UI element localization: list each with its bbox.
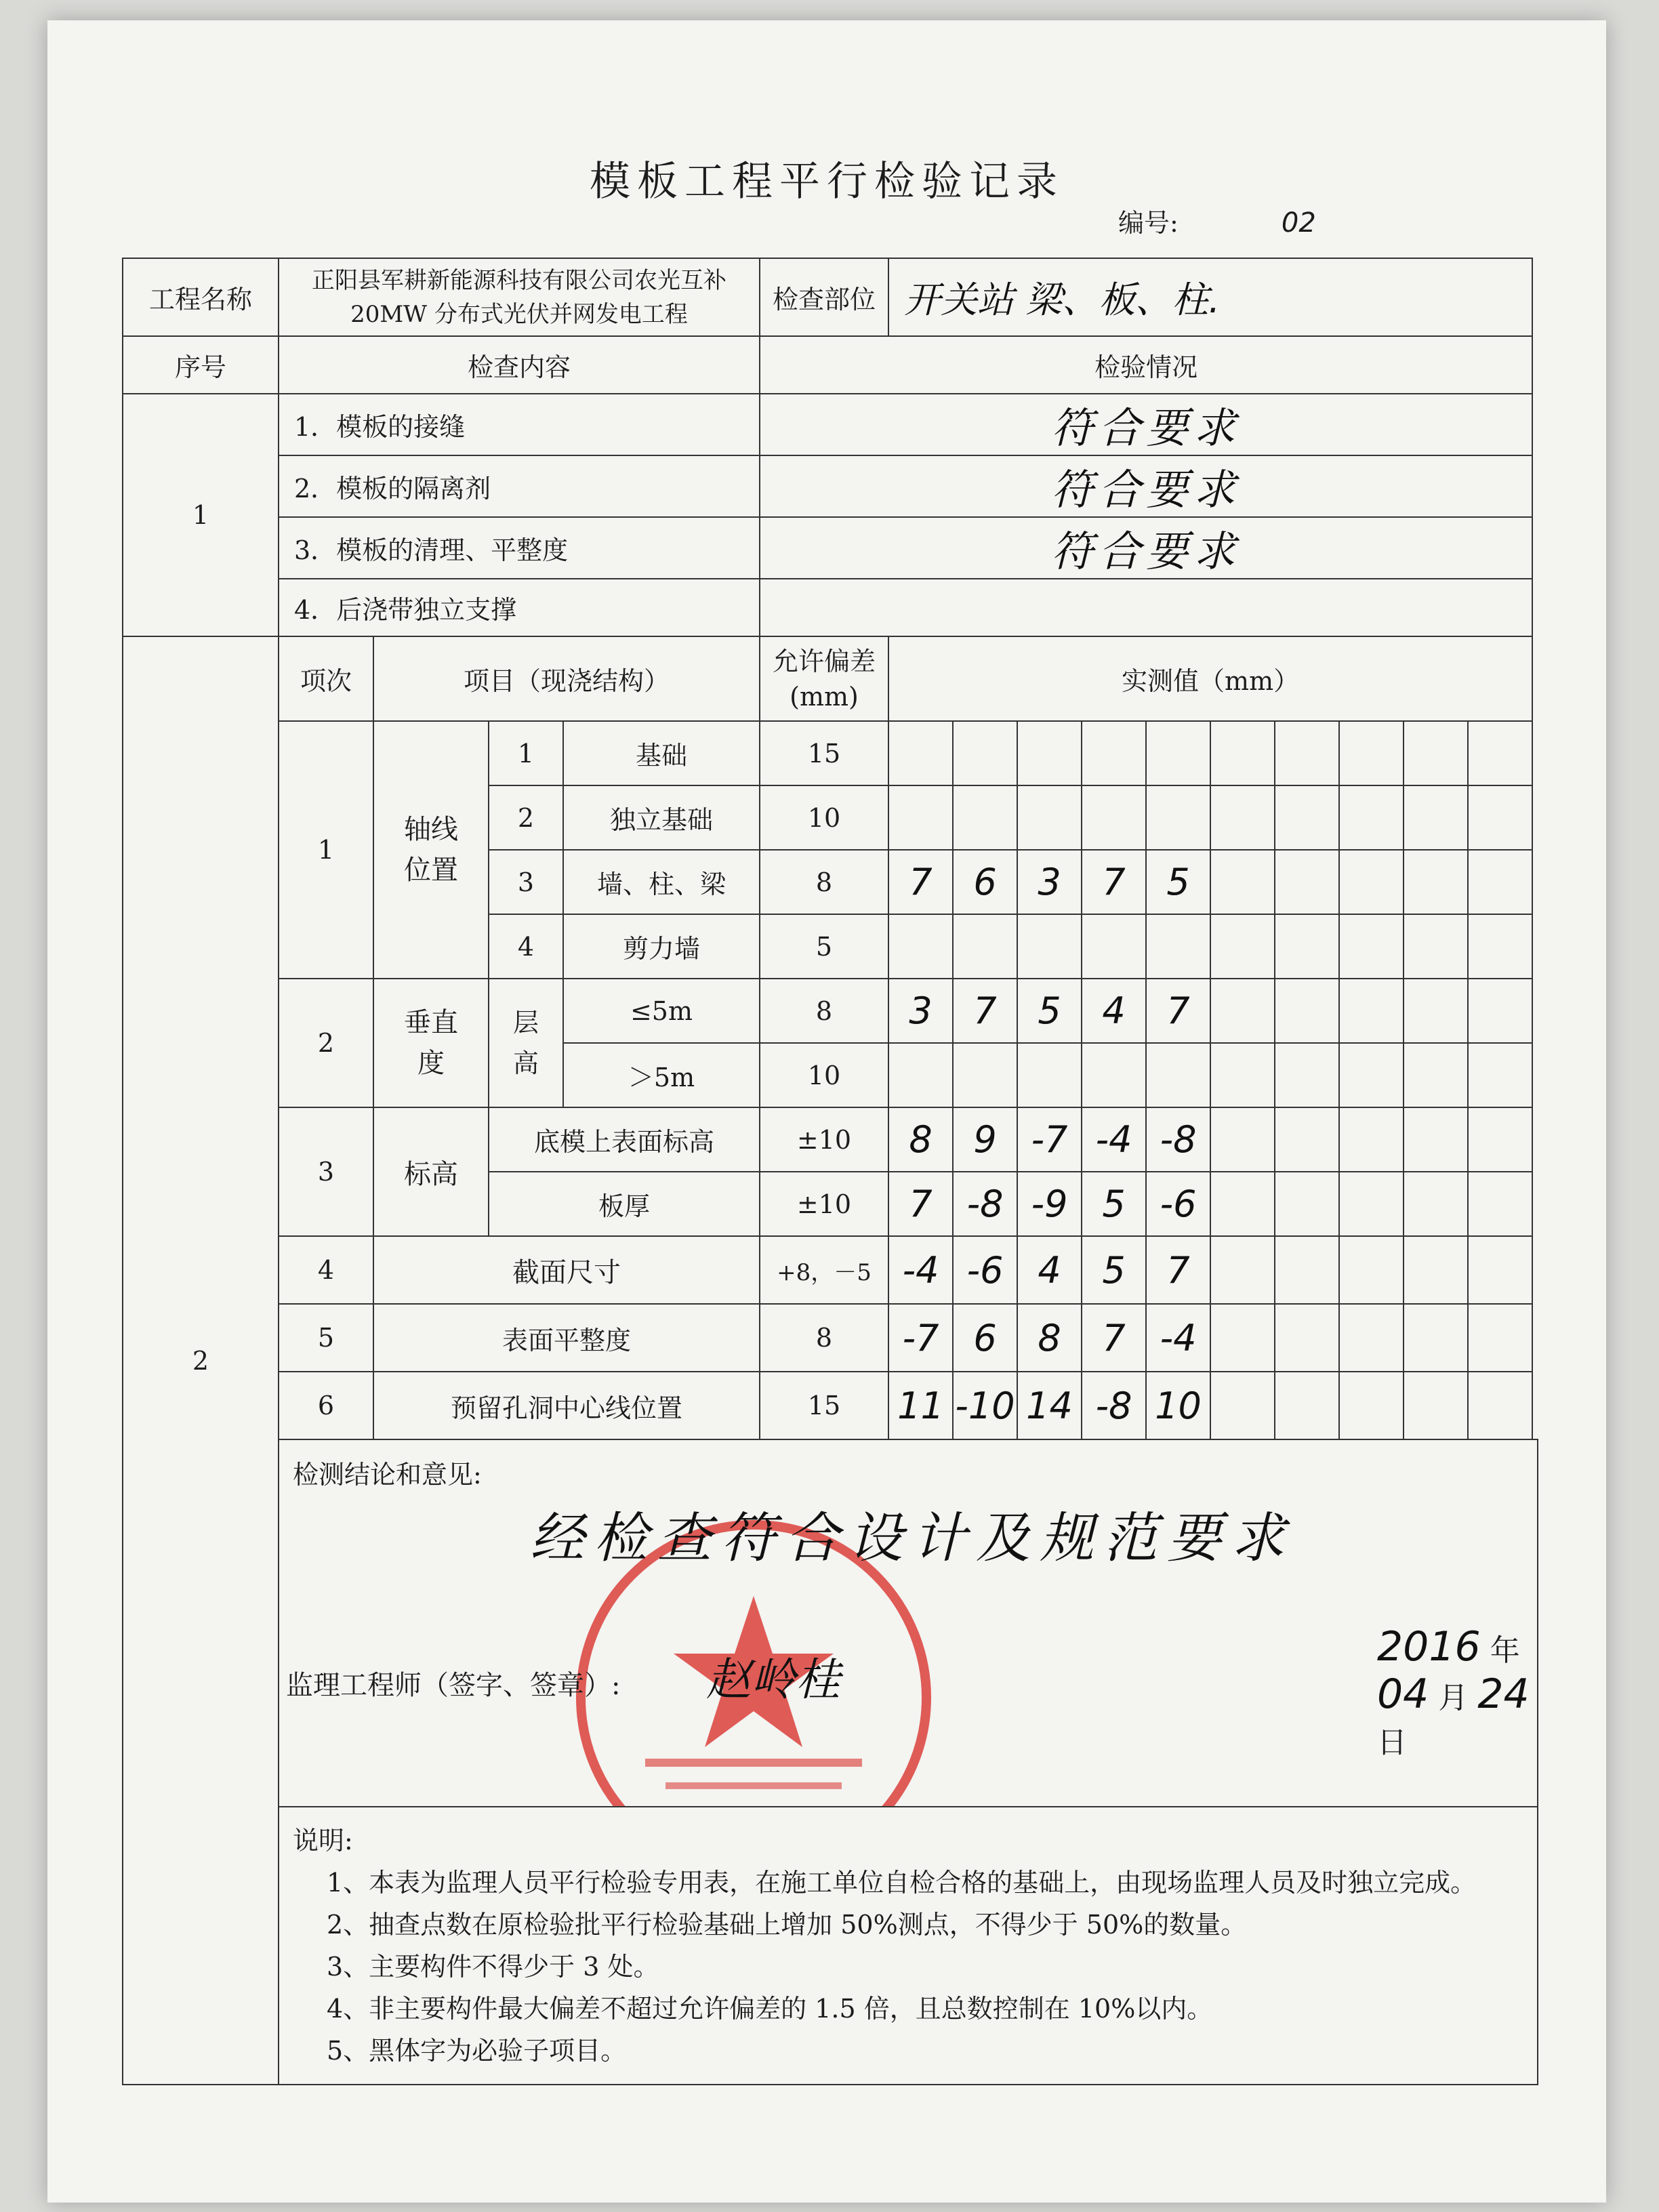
measured-value bbox=[1339, 914, 1404, 979]
measured-value bbox=[1082, 914, 1146, 979]
measured-value bbox=[1404, 1043, 1468, 1107]
inspection-location-label: 检查部位 bbox=[760, 258, 888, 336]
measured-value bbox=[1339, 850, 1404, 914]
tolerance-header: 允许偏差(mm) bbox=[760, 636, 888, 721]
measured-value bbox=[1404, 1236, 1468, 1304]
check-result: 符合要求 bbox=[760, 394, 1532, 455]
measured-value bbox=[1404, 1172, 1468, 1236]
tolerance: 15 bbox=[760, 721, 888, 785]
check-result bbox=[760, 579, 1532, 636]
measured-value bbox=[1404, 979, 1468, 1043]
measured-value: -7 bbox=[888, 1304, 953, 1372]
measured-value: 3 bbox=[888, 979, 953, 1043]
notes-label: 说明: bbox=[293, 1826, 353, 1856]
measured-value bbox=[1210, 850, 1275, 914]
measured-value bbox=[1275, 1236, 1339, 1304]
measured-value bbox=[1210, 721, 1275, 785]
inspection-table bbox=[122, 258, 1538, 2085]
note-item: 4、非主要构件最大偏差不超过允许偏差的 1.5 倍，且总数控制在 10%以内。 bbox=[327, 1994, 1213, 2024]
serial-value: 02 bbox=[1281, 207, 1316, 239]
tolerance: 15 bbox=[760, 1372, 888, 1439]
sub-no: 3 bbox=[489, 850, 563, 914]
project-name-label: 工程名称 bbox=[123, 258, 279, 336]
group-name: 垂直度 bbox=[373, 979, 489, 1107]
tolerance: +8，－5 bbox=[760, 1236, 888, 1304]
tolerance: 8 bbox=[760, 979, 888, 1043]
group-sub: 层高 bbox=[489, 979, 563, 1107]
measured-value: -4 bbox=[1082, 1107, 1146, 1172]
measured-value bbox=[1468, 1172, 1532, 1236]
item-name: 截面尺寸 bbox=[373, 1236, 760, 1304]
measured-value: 6 bbox=[953, 850, 1017, 914]
note-item: 5、黑体字为必验子项目。 bbox=[327, 2036, 627, 2066]
measured-value bbox=[1468, 1236, 1532, 1304]
measure-row bbox=[123, 1236, 1538, 1304]
measured-value bbox=[888, 1043, 953, 1107]
measured-value bbox=[1210, 785, 1275, 850]
measure-row bbox=[123, 721, 1538, 785]
measured-value bbox=[1468, 1107, 1532, 1172]
measured-value bbox=[888, 721, 953, 785]
group-no: 6 bbox=[279, 1372, 373, 1439]
measured-value bbox=[1275, 1372, 1339, 1439]
measured-value bbox=[1468, 1372, 1532, 1439]
measured-value: -4 bbox=[1146, 1304, 1210, 1372]
conclusion-label: 检测结论和意见: bbox=[293, 1460, 482, 1490]
measured-value: 7 bbox=[953, 979, 1017, 1043]
group-no: 3 bbox=[279, 1107, 373, 1236]
measured-value bbox=[1468, 1043, 1532, 1107]
measured-value bbox=[1339, 1236, 1404, 1304]
measured-value bbox=[1017, 785, 1082, 850]
section1-seq: 1 bbox=[123, 394, 279, 636]
measured-value: 5 bbox=[1082, 1172, 1146, 1236]
item-name: ＞5m bbox=[563, 1043, 760, 1107]
item-no-header: 项次 bbox=[279, 636, 373, 721]
group-name: 轴线位置 bbox=[373, 721, 489, 979]
measured-value: -8 bbox=[1082, 1372, 1146, 1439]
tolerance: ±10 bbox=[760, 1107, 888, 1172]
item-name: 剪力墙 bbox=[563, 914, 760, 979]
measured-value: -7 bbox=[1017, 1107, 1082, 1172]
measured-value bbox=[1082, 785, 1146, 850]
measured-value: -6 bbox=[1146, 1172, 1210, 1236]
tolerance: 10 bbox=[760, 785, 888, 850]
measured-value bbox=[1404, 914, 1468, 979]
sub-no: 4 bbox=[489, 914, 563, 979]
note-item: 3、主要构件不得少于 3 处。 bbox=[327, 1952, 659, 1982]
signer-signature: 赵岭桂 bbox=[706, 1654, 840, 1706]
measured-value: -8 bbox=[953, 1172, 1017, 1236]
date bbox=[1377, 1623, 1537, 1761]
measured-value bbox=[1275, 914, 1339, 979]
measured-value bbox=[953, 785, 1017, 850]
notes-cell bbox=[279, 1807, 1538, 2085]
measured-value: 5 bbox=[1082, 1236, 1146, 1304]
measured-value bbox=[1275, 785, 1339, 850]
measured-value bbox=[1210, 1107, 1275, 1172]
measured-value: 7 bbox=[1082, 850, 1146, 914]
measured-value bbox=[1339, 1107, 1404, 1172]
measured-value bbox=[1017, 1043, 1082, 1107]
measured-value bbox=[1017, 721, 1082, 785]
section2-seq: 2 bbox=[123, 636, 279, 2085]
conclusion-text: 经检查符合设计及规范要求 bbox=[530, 1507, 1294, 1570]
sub-no: 1 bbox=[489, 721, 563, 785]
measured-value bbox=[1468, 914, 1532, 979]
conclusion-cell bbox=[279, 1439, 1538, 1807]
item-name: 底模上表面标高 bbox=[489, 1107, 760, 1172]
measured-value bbox=[888, 914, 953, 979]
tolerance: 5 bbox=[760, 914, 888, 979]
measured-value bbox=[1017, 914, 1082, 979]
item-name: 基础 bbox=[563, 721, 760, 785]
measured-value bbox=[888, 785, 953, 850]
measured-value bbox=[1275, 979, 1339, 1043]
project-header: 项目（现浇结构） bbox=[373, 636, 760, 721]
measured-value: 6 bbox=[953, 1304, 1017, 1372]
signer-label: 监理工程师（签字、签章）: bbox=[286, 1670, 621, 1701]
measured-value: 5 bbox=[1146, 850, 1210, 914]
measured-value: 8 bbox=[1017, 1304, 1082, 1372]
measured-header: 实测值（mm） bbox=[888, 636, 1532, 721]
content-header: 检查内容 bbox=[279, 336, 760, 394]
measured-value bbox=[1404, 721, 1468, 785]
serial-label: 编号: bbox=[1118, 208, 1179, 238]
item-name: ≤5m bbox=[563, 979, 760, 1043]
measured-value bbox=[1210, 1172, 1275, 1236]
serial-number bbox=[1118, 202, 1316, 239]
check-result: 符合要求 bbox=[760, 517, 1532, 579]
date-year: 2016 bbox=[1377, 1623, 1481, 1671]
measured-value bbox=[1275, 1172, 1339, 1236]
item-name: 表面平整度 bbox=[373, 1304, 760, 1372]
tolerance: ±10 bbox=[760, 1172, 888, 1236]
measured-value bbox=[1339, 1304, 1404, 1372]
measured-value bbox=[953, 1043, 1017, 1107]
inspection-location-value: 开关站 梁、板、柱. bbox=[888, 258, 1532, 336]
project-name-value: 正阳县军耕新能源科技有限公司农光互补 20MW 分布式光伏并网发电工程 bbox=[279, 258, 760, 336]
measured-value: 7 bbox=[888, 1172, 953, 1236]
measured-value bbox=[1339, 1372, 1404, 1439]
measured-value: -6 bbox=[953, 1236, 1017, 1304]
note-item: 1、本表为监理人员平行检验专用表，在施工单位自检合格的基础上，由现场监理人员及时独立完成。 bbox=[327, 1868, 1477, 1898]
measured-value bbox=[953, 721, 1017, 785]
measured-value bbox=[1468, 785, 1532, 850]
date-day-unit: 日 bbox=[1377, 1725, 1407, 1760]
measure-row bbox=[123, 1372, 1538, 1439]
measured-value bbox=[1404, 850, 1468, 914]
measured-value: 14 bbox=[1017, 1372, 1082, 1439]
measured-value bbox=[1146, 1043, 1210, 1107]
seq-header: 序号 bbox=[123, 336, 279, 394]
date-month-unit: 月 bbox=[1438, 1681, 1469, 1715]
measured-value bbox=[1210, 1372, 1275, 1439]
measured-value bbox=[1210, 914, 1275, 979]
item-name: 预留孔洞中心线位置 bbox=[373, 1372, 760, 1439]
measured-value bbox=[1404, 1304, 1468, 1372]
check-item: 4．后浇带独立支撑 bbox=[279, 579, 760, 636]
measure-row bbox=[123, 1304, 1538, 1372]
measured-value bbox=[1468, 1304, 1532, 1372]
measured-value bbox=[1210, 1043, 1275, 1107]
group-name: 标高 bbox=[373, 1107, 489, 1236]
measured-value: -8 bbox=[1146, 1107, 1210, 1172]
measured-value bbox=[1339, 785, 1404, 850]
tolerance: 8 bbox=[760, 850, 888, 914]
measured-value: -9 bbox=[1017, 1172, 1082, 1236]
measured-value bbox=[953, 914, 1017, 979]
measured-value bbox=[1468, 721, 1532, 785]
group-no: 4 bbox=[279, 1236, 373, 1304]
measured-value: -10 bbox=[953, 1372, 1017, 1439]
measured-value: 3 bbox=[1017, 850, 1082, 914]
measured-value bbox=[1468, 979, 1532, 1043]
check-item: 1．模板的接缝 bbox=[279, 394, 760, 455]
measured-value: 5 bbox=[1017, 979, 1082, 1043]
measured-value bbox=[1210, 979, 1275, 1043]
item-name: 墙、柱、梁 bbox=[563, 850, 760, 914]
measured-value bbox=[1275, 1043, 1339, 1107]
measured-value: 9 bbox=[953, 1107, 1017, 1172]
result-header: 检验情况 bbox=[760, 336, 1532, 394]
measured-value: 4 bbox=[1082, 979, 1146, 1043]
check-item: 2．模板的隔离剂 bbox=[279, 455, 760, 517]
group-no: 1 bbox=[279, 721, 373, 979]
form-sheet bbox=[47, 20, 1606, 2203]
measured-value bbox=[1275, 850, 1339, 914]
measured-value bbox=[1404, 1372, 1468, 1439]
group-no: 2 bbox=[279, 979, 373, 1107]
date-day: 24 bbox=[1477, 1671, 1530, 1718]
measured-value bbox=[1275, 1304, 1339, 1372]
measured-value bbox=[1082, 721, 1146, 785]
measured-value: 8 bbox=[888, 1107, 953, 1172]
tolerance: 8 bbox=[760, 1304, 888, 1372]
measured-value bbox=[1210, 1304, 1275, 1372]
measured-value bbox=[1146, 914, 1210, 979]
measured-value bbox=[1404, 785, 1468, 850]
measured-value: 7 bbox=[888, 850, 953, 914]
tolerance: 10 bbox=[760, 1043, 888, 1107]
measured-value: -4 bbox=[888, 1236, 953, 1304]
measured-value: 7 bbox=[1146, 1236, 1210, 1304]
measured-value bbox=[1339, 721, 1404, 785]
measured-value bbox=[1404, 1107, 1468, 1172]
measured-value: 7 bbox=[1146, 979, 1210, 1043]
measured-value bbox=[1146, 721, 1210, 785]
measured-value bbox=[1146, 785, 1210, 850]
measure-row bbox=[123, 1107, 1538, 1172]
item-name: 板厚 bbox=[489, 1172, 760, 1236]
measure-row bbox=[123, 979, 1538, 1043]
group-no: 5 bbox=[279, 1304, 373, 1372]
measured-value: 7 bbox=[1082, 1304, 1146, 1372]
measured-value: 10 bbox=[1146, 1372, 1210, 1439]
measured-value bbox=[1468, 850, 1532, 914]
measured-value: 11 bbox=[888, 1372, 953, 1439]
measured-value bbox=[1275, 721, 1339, 785]
date-year-unit: 年 bbox=[1490, 1633, 1520, 1668]
date-month: 04 bbox=[1377, 1671, 1429, 1718]
measured-value: 4 bbox=[1017, 1236, 1082, 1304]
item-name: 独立基础 bbox=[563, 785, 760, 850]
sub-no: 2 bbox=[489, 785, 563, 850]
note-item: 2、抽查点数在原检验批平行检验基础上增加 50%测点，不得少于 50%的数量。 bbox=[327, 1910, 1247, 1940]
measured-value bbox=[1210, 1236, 1275, 1304]
measured-value bbox=[1082, 1043, 1146, 1107]
measured-value bbox=[1339, 1043, 1404, 1107]
measured-value bbox=[1275, 1107, 1339, 1172]
document-title: 模板工程平行检验记录 bbox=[590, 158, 1064, 205]
check-result: 符合要求 bbox=[760, 455, 1532, 517]
measured-value bbox=[1339, 1172, 1404, 1236]
check-item: 3．模板的清理、平整度 bbox=[279, 517, 760, 579]
measured-value bbox=[1339, 979, 1404, 1043]
